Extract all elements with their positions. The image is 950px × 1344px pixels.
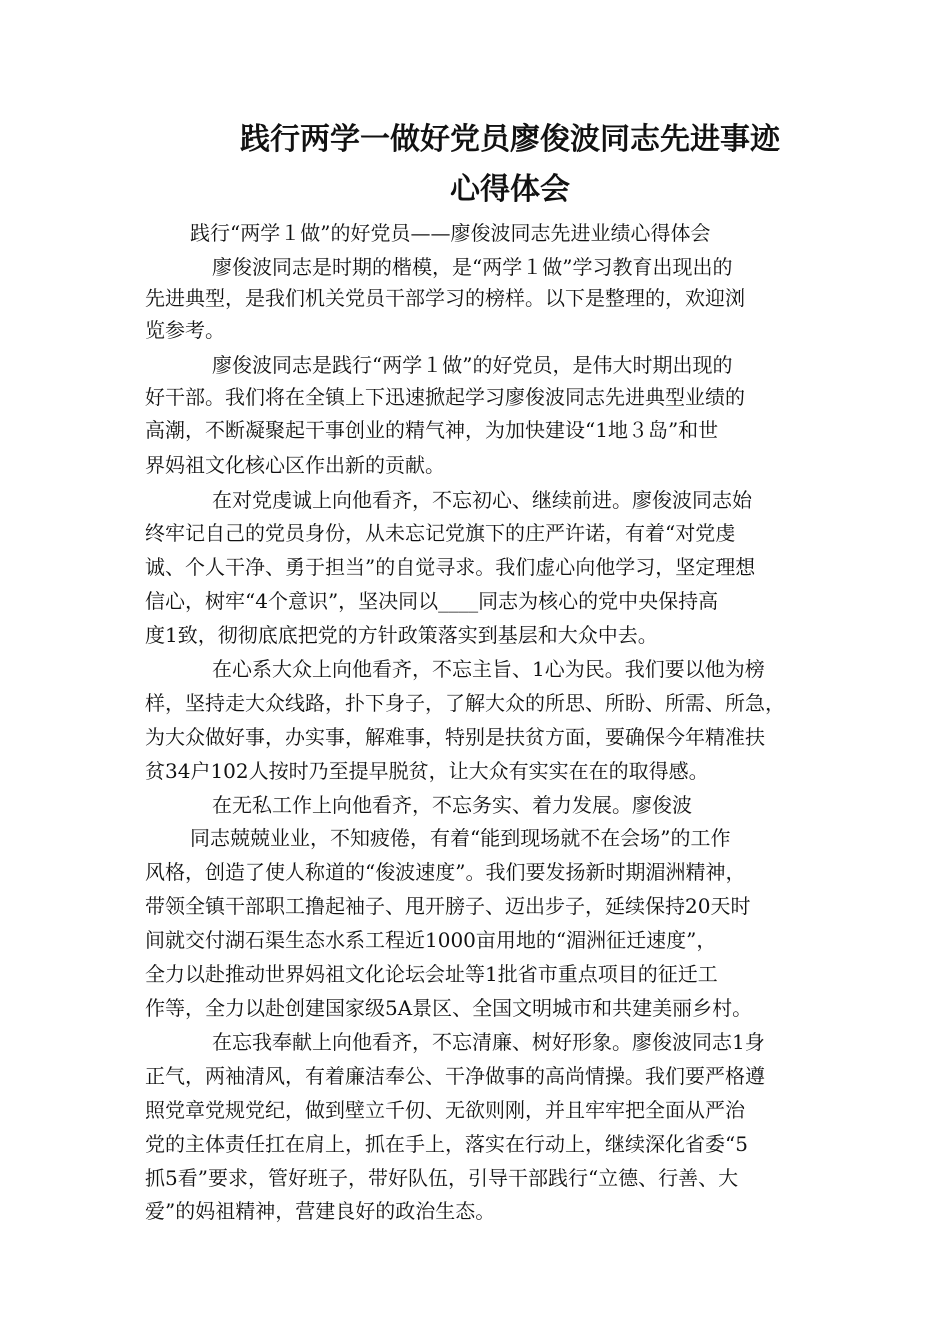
subtitle-line: 践行“两学１做”的好党员——廖俊波同志先进业绩心得体会 xyxy=(190,221,711,245)
paragraph-line: 样，坚持走大众线路，扑下身子，了解大众的所思、所盼、所需、所急， xyxy=(145,691,785,715)
paragraph-line: 为大众做好事，办实事，解难事，特别是扶贫方面，要确保今年精准扶 xyxy=(145,725,765,749)
paragraph-line: 在无私工作上向他看齐，不忘务实、着力发展。廖俊波 xyxy=(212,793,692,817)
paragraph-line: 风格，创造了使人称道的“俊波速度”。我们要发扬新时期湄洲精神， xyxy=(145,860,746,884)
document-title-line-2: 心得体会 xyxy=(450,172,570,207)
paragraph-line: 廖俊波同志是时期的楷模，是“两学１做”学习教育出现出的 xyxy=(212,255,733,279)
paragraph-line: 贫34户102人按时乃至提早脱贫，让大众有实实在在的取得感。 xyxy=(145,759,709,783)
paragraph-line: 览参考。 xyxy=(145,318,225,342)
paragraph-line: 照党章党规党纪，做到壁立千仞、无欲则刚，并且牢牢把全面从严治 xyxy=(145,1098,745,1122)
paragraph-line: 终牢记自己的党员身份，从未忘记党旗下的庄严许诺，有着“对党虔 xyxy=(145,521,736,545)
paragraph-line: 好干部。我们将在全镇上下迅速掀起学习廖俊波同志先进典型业绩的 xyxy=(145,385,745,409)
paragraph-line: 爱”的妈祖精神，营建良好的政治生态。 xyxy=(145,1199,496,1223)
paragraph-line: 先进典型，是我们机关党员干部学习的榜样。以下是整理的，欢迎浏 xyxy=(145,286,745,310)
paragraph-line: 信心，树牢“4个意识”，坚决同以____同志为核心的党中央保持高 xyxy=(145,589,719,613)
paragraph-line: 作等，全力以赴创建国家级5A景区、全国文明城市和共建美丽乡村。 xyxy=(145,996,753,1020)
paragraph-line: 在对党虔诚上向他看齐，不忘初心、继续前进。廖俊波同志始 xyxy=(212,488,752,512)
paragraph-line: 廖俊波同志是践行“两学１做”的好党员，是伟大时期出现的 xyxy=(212,353,733,377)
paragraph-line: 在心系大众上向他看齐，不忘主旨、1心为民。我们要以他为榜 xyxy=(212,657,765,681)
paragraph-line: 正气，两袖清风，有着廉洁奉公、干净做事的高尚情操。我们要严格遵 xyxy=(145,1064,765,1088)
paragraph-line: 高潮，不断凝聚起干事创业的精气神，为加快建设“1地３岛”和世 xyxy=(145,418,719,442)
paragraph-line: 全力以赴推动世界妈祖文化论坛会址等1批省市重点项目的征迁工 xyxy=(145,962,718,986)
paragraph-line: 抓5看”要求，管好班子，带好队伍，引导干部践行“立德、行善、大 xyxy=(145,1166,739,1190)
paragraph-line: 党的主体责任扛在肩上，抓在手上，落实在行动上，继续深化省委“5 xyxy=(145,1132,748,1156)
paragraph-line: 在忘我奉献上向他看齐，不忘清廉、树好形象。廖俊波同志1身 xyxy=(212,1030,765,1054)
paragraph-line: 界妈祖文化核心区作出新的贡献。 xyxy=(145,453,445,477)
paragraph-line: 带领全镇干部职工撸起袖子、甩开膀子、迈出步子，延续保持20天时 xyxy=(145,894,751,918)
paragraph-line: 诚、个人干净、勇于担当”的自觉寻求。我们虚心向他学习，坚定理想 xyxy=(145,555,756,579)
paragraph-line: 间就交付湖石渠生态水系工程近1000亩用地的“湄洲征迁速度”， xyxy=(145,928,717,952)
paragraph-line: 同志兢兢业业，不知疲倦，有着“能到现场就不在会场”的工作 xyxy=(190,826,731,850)
document-title-line-1: 践行两学一做好党员廖俊波同志先进事迹 xyxy=(240,122,780,157)
paragraph-line: 度1致，彻彻底底把党的方针政策落实到基层和大众中去。 xyxy=(145,623,658,647)
